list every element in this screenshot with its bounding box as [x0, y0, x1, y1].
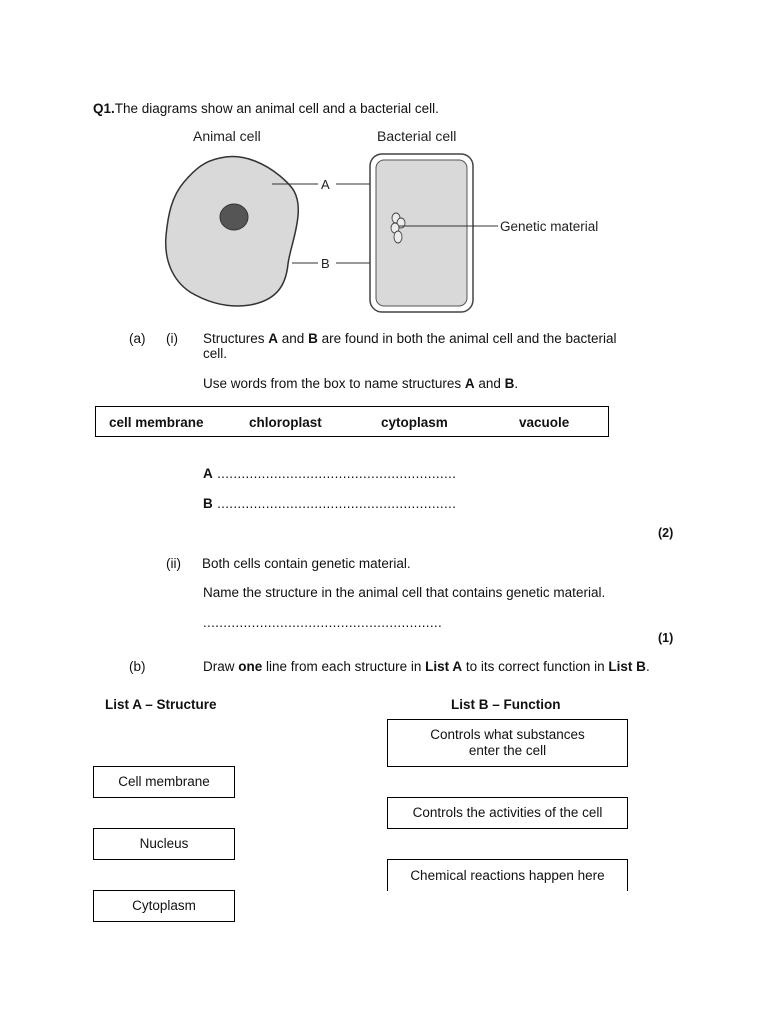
function-text: Controls what substances — [430, 727, 585, 742]
structure-box-cytoplasm[interactable] — [93, 890, 235, 922]
function-box-2[interactable] — [387, 797, 628, 829]
cell-diagrams — [150, 124, 630, 324]
function-box-3[interactable] — [387, 859, 628, 891]
marks-a-i: (2) — [658, 526, 674, 540]
list-a-heading: List A – Structure — [105, 697, 217, 712]
function-text: enter the cell — [468, 743, 547, 758]
question-number: Q1. — [93, 101, 115, 116]
word-option: cell membrane — [109, 415, 204, 430]
word-box — [95, 406, 609, 437]
structure-text: Cell membrane — [118, 774, 210, 789]
nucleus-shape — [220, 204, 248, 230]
structure-text: Cytoplasm — [132, 898, 196, 913]
list-b-heading: List B – Function — [451, 697, 561, 712]
structure-box-cell-membrane[interactable] — [93, 766, 235, 798]
word-option: cytoplasm — [381, 415, 448, 430]
function-box-1[interactable] — [387, 719, 628, 767]
part-a-ii-label: (ii) — [166, 556, 181, 571]
question-heading — [93, 101, 439, 116]
genetic-material-label: Genetic material — [500, 219, 599, 234]
function-text: Controls the activities of the cell — [412, 805, 603, 820]
part-a-label: (a) — [129, 331, 146, 346]
part-b-instruction: Draw one line from each structure in List A to its correct function in List B. — [203, 659, 650, 674]
part-a-i-text: Structures A and B are found in both the animal cell and the bacterial cell. — [203, 331, 617, 361]
answer-line-b[interactable]: B ........................................................... — [203, 496, 457, 511]
answer-line-a[interactable]: A ........................................................... — [203, 466, 457, 481]
function-text: Chemical reactions happen here — [410, 867, 605, 883]
question-intro: The diagrams show an animal cell and a bacterial cell. — [114, 101, 439, 116]
part-b-label: (b) — [129, 659, 146, 674]
structure-b-label: B — [321, 256, 330, 271]
part-a-i-instruction: Use words from the box to name structures A and B. — [203, 376, 519, 391]
part-a-ii-instruction: Name the structure in the animal cell that contains genetic material. — [203, 585, 606, 600]
answer-line-a-ii[interactable]: ........................................................... — [203, 615, 442, 630]
animal-cell-shape — [166, 157, 299, 306]
structure-box-nucleus[interactable] — [93, 828, 235, 860]
animal-cell-label: Animal cell — [193, 128, 261, 144]
bacterial-cell-inner — [376, 160, 467, 306]
marks-a-ii: (1) — [658, 631, 674, 645]
part-a-ii-text: Both cells contain genetic material. — [202, 556, 411, 571]
structure-a-label: A — [321, 177, 330, 192]
part-a-i-label: (i) — [166, 331, 178, 346]
word-option: vacuole — [519, 415, 570, 430]
structure-text: Nucleus — [139, 836, 189, 851]
bacterial-cell-label: Bacterial cell — [377, 128, 457, 144]
word-option: chloroplast — [249, 415, 322, 430]
